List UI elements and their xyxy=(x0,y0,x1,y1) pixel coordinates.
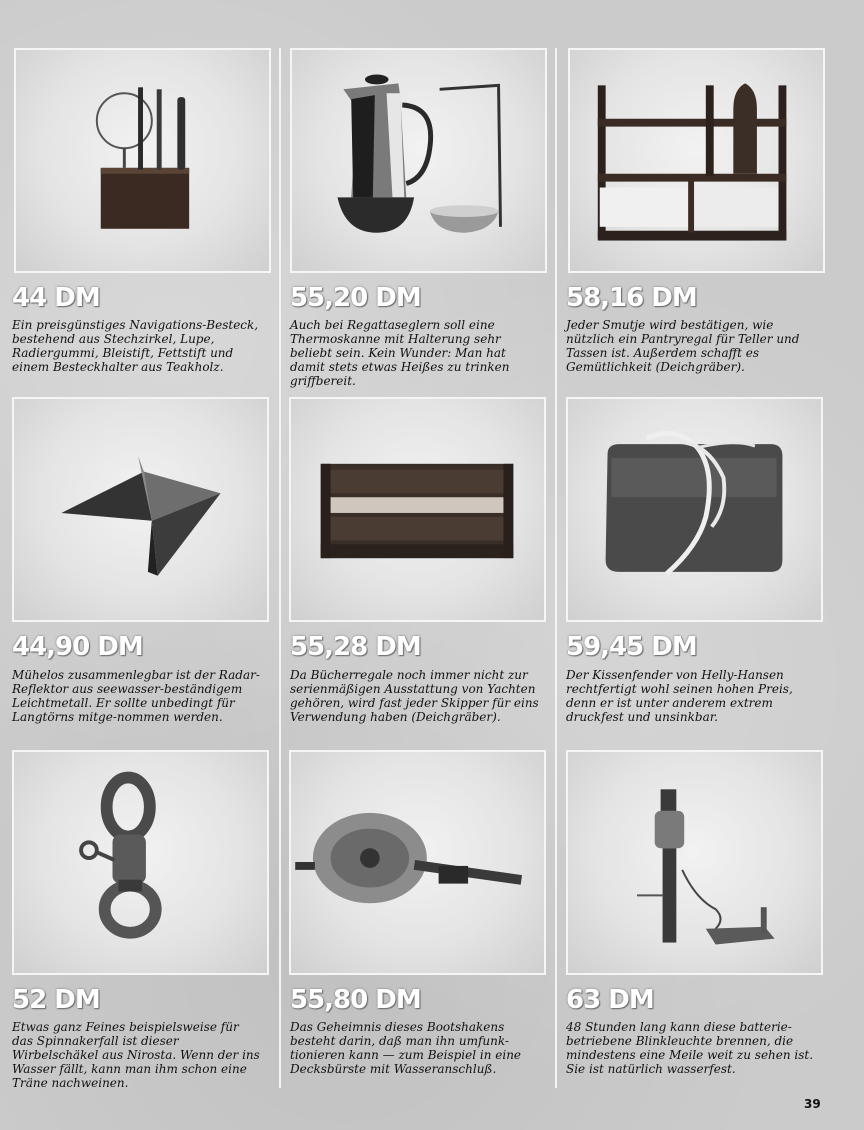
price-label: 55,28 DM xyxy=(290,632,421,662)
bookshelf-icon xyxy=(291,399,544,620)
price-label: 44,90 DM xyxy=(12,632,143,662)
pantry-shelf-icon xyxy=(570,50,823,271)
item-description: 48 Stunden lang kann diese batterie-betriebene Blinkleuchte brennen, die mindestens eine Meile weit zu sehen ist. Sie ist natürlich wasserfest. xyxy=(566,1020,814,1076)
product-photo-bookshelf xyxy=(289,397,546,622)
item-description: Der Kissenfender von Helly-Hansen rechtfertigt wohl seinen hohen Preis, denn er ist unter anderem extrem druckfest und unsinkbar. xyxy=(566,668,793,724)
product-photo-pantry-shelf xyxy=(568,48,825,273)
product-photo-boat-hook-brush xyxy=(289,750,546,975)
column-divider xyxy=(555,48,557,1088)
product-photo-snap-shackle xyxy=(12,750,269,975)
thermos-icon xyxy=(292,50,545,271)
item-description: Mühelos zusammenlegbar ist der Radar-Reflektor aus seewasser-beständigem Leichtmetall. Er sollte unbedingt für Langtörns mitge-nommen werden. xyxy=(12,668,260,724)
product-photo-flashing-light xyxy=(566,750,823,975)
price-label: 63 DM xyxy=(566,985,654,1015)
item-description: Ein preisgünstiges Navigations-Besteck, bestehend aus Stechzirkel, Lupe, Radiergummi, Bleistift, Fettstift und einem Besteckhalter aus Teakholz. xyxy=(12,318,259,374)
navigation-set-icon xyxy=(16,50,269,271)
price-label: 59,45 DM xyxy=(566,632,697,662)
price-label: 52 DM xyxy=(12,985,100,1015)
price-label: 58,16 DM xyxy=(566,283,697,313)
boat-hook-brush-icon xyxy=(291,752,544,973)
column-divider xyxy=(279,48,281,1088)
radar-reflector-icon xyxy=(14,399,267,620)
item-description: Das Geheimnis dieses Bootshakens besteht darin, daß man ihn umfunk-tionieren kann — zum Beispiel in eine Decksbürste mit Wasseranschluß. xyxy=(290,1020,522,1076)
product-photo-cushion-fender xyxy=(566,397,823,622)
page-number: 39 xyxy=(804,1097,821,1111)
price-label: 55,20 DM xyxy=(290,283,421,313)
cushion-fender-icon xyxy=(568,399,821,620)
product-photo-radar-reflector xyxy=(12,397,269,622)
product-photo-navigation-set xyxy=(14,48,271,273)
flashing-light-icon xyxy=(568,752,821,973)
price-label: 55,80 DM xyxy=(290,985,421,1015)
item-description: Auch bei Regattaseglern soll eine Thermoskanne mit Halterung sehr beliebt sein. Kein Wunder: Man hat damit stets etwas Heißes zu trinken griffbereit. xyxy=(290,318,510,388)
price-label: 44 DM xyxy=(12,283,100,313)
item-description: Da Bücherregale noch immer nicht zur serienmäßigen Ausstattung von Yachten gehören, wird fast jeder Skipper für eins Verwendung haben (Deichgräber). xyxy=(290,668,539,724)
product-photo-thermos xyxy=(290,48,547,273)
item-description: Etwas ganz Feines beispielsweise für das Spinnakerfall ist dieser Wirbelschäkel aus Nirosta. Wenn der ins Wasser fällt, kann man ihm schon eine Träne nachweinen. xyxy=(12,1020,260,1090)
snap-shackle-icon xyxy=(14,752,267,973)
item-description: Jeder Smutje wird bestätigen, wie nützlich ein Pantryregal für Teller und Tassen ist. Außerdem schafft es Gemütlichkeit (Deichgräber). xyxy=(566,318,800,374)
